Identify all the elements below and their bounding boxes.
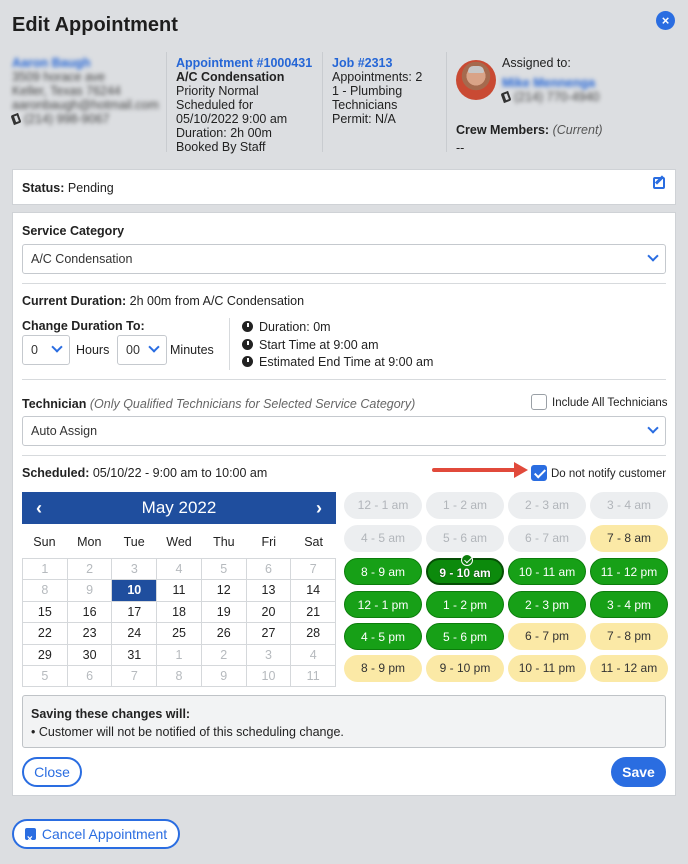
time-slot-label: 1 - 2 pm — [442, 598, 487, 612]
calendar-cancel-icon — [25, 828, 36, 840]
time-slot[interactable] — [508, 623, 586, 650]
current-duration-value: 2h 00m from A/C Condensation — [129, 294, 305, 308]
job-line3: Technicians — [332, 98, 398, 112]
hours-label: Hours — [76, 343, 110, 357]
time-slot-label: 2 - 3 pm — [524, 598, 569, 612]
time-slot[interactable] — [590, 525, 668, 552]
calendar-day[interactable]: 25 — [157, 623, 202, 644]
calendar-weekday: Thu — [213, 535, 235, 549]
chevron-down-icon — [148, 341, 159, 352]
time-slot[interactable] — [426, 655, 504, 682]
calendar-week-row — [23, 666, 336, 687]
close-button[interactable]: Close — [22, 757, 82, 787]
chevron-down-icon — [647, 422, 658, 433]
crew-value: -- — [456, 141, 465, 155]
calendar-day[interactable]: 14 — [291, 580, 336, 601]
calendar-day[interactable]: 23 — [68, 623, 113, 644]
status-label: Status: — [22, 181, 65, 195]
calendar-day: 2 — [202, 645, 247, 666]
calendar-day[interactable]: 18 — [157, 602, 202, 623]
technician-avatar — [456, 60, 496, 100]
annotation-arrow — [432, 468, 516, 472]
clock-icon — [242, 321, 253, 332]
duration-info-line: Start Time at 9:00 am — [259, 337, 379, 352]
time-slot-label: 3 - 4 pm — [606, 598, 651, 612]
scheduled-summary — [22, 466, 267, 480]
calendar-week-row — [23, 559, 336, 580]
calendar-day: 9 — [202, 666, 247, 687]
time-slot — [508, 525, 586, 552]
time-slot-label: 12 - 1 am — [357, 498, 409, 512]
service-category-value: A/C Condensation — [31, 252, 133, 266]
calendar-day: 1 — [157, 645, 202, 666]
service-category-label: Service Category — [22, 224, 125, 238]
time-slot[interactable] — [590, 591, 668, 618]
phone-icon — [11, 113, 22, 125]
calendar-weekday: Sat — [304, 535, 323, 549]
divider — [166, 52, 167, 152]
calendar-week-row — [23, 623, 336, 644]
divider — [22, 379, 666, 380]
include-all-technicians-label: Include All Technicians — [552, 397, 668, 409]
calendar-day: 8 — [23, 580, 68, 601]
status-panel — [12, 169, 676, 205]
calendar-day: 11 — [291, 666, 336, 687]
technician-label: Technician — [22, 397, 87, 411]
calendar-weekday: Wed — [166, 535, 192, 549]
minutes-select[interactable] — [117, 335, 167, 365]
time-slot-label: 11 - 12 pm — [600, 565, 658, 579]
calendar-day: 7 — [112, 666, 157, 687]
technician-select[interactable] — [22, 416, 666, 446]
hours-select[interactable] — [22, 335, 70, 365]
time-slot-label: 9 - 10 pm — [439, 661, 491, 675]
edit-icon[interactable] — [653, 177, 665, 189]
duration-info — [242, 319, 433, 372]
customer-address-line1: 3509 horace ave — [12, 70, 106, 84]
assigned-label: Assigned to: — [502, 56, 571, 70]
crew-members — [456, 123, 603, 155]
calendar-day[interactable]: 16 — [68, 602, 113, 623]
time-slot[interactable] — [590, 558, 668, 585]
time-slot[interactable] — [590, 655, 668, 682]
do-not-notify-label: Do not notify customer — [551, 468, 667, 480]
calendar-day: 1 — [23, 559, 68, 580]
divider — [446, 52, 447, 152]
divider — [22, 455, 666, 456]
time-slot — [344, 492, 422, 519]
calendar-day: 4 — [291, 645, 336, 666]
phone-icon — [501, 91, 512, 103]
calendar-weekday: Mon — [77, 535, 102, 549]
time-slot-label: 10 - 11 am — [518, 565, 576, 579]
service-category-select[interactable] — [22, 244, 666, 274]
check-circle-icon — [461, 554, 473, 566]
time-slot[interactable] — [344, 591, 422, 618]
calendar-day: 3 — [247, 645, 292, 666]
time-slot-label: 2 - 3 am — [524, 498, 569, 512]
changes-notice — [22, 695, 666, 748]
do-not-notify-checkbox[interactable] — [531, 465, 547, 481]
calendar-day[interactable]: 21 — [291, 602, 336, 623]
time-slot-label: 7 - 8 pm — [606, 629, 651, 643]
modal-title: Edit Appointment — [12, 14, 178, 36]
customer-address-line2: Keller, Texas 76244 — [12, 84, 121, 98]
calendar-day[interactable]: 20 — [247, 602, 292, 623]
calendar-day: 2 — [68, 559, 113, 580]
save-button[interactable]: Save — [611, 757, 666, 787]
job-line2: 1 - Plumbing — [332, 84, 403, 98]
clock-icon — [242, 356, 253, 367]
calendar-day: 6 — [247, 559, 292, 580]
calendar-week-row — [23, 580, 336, 601]
crew-current: (Current) — [552, 123, 603, 137]
time-slot — [590, 492, 668, 519]
calendar-weekday: Sun — [33, 535, 56, 549]
time-slot[interactable] — [344, 558, 422, 585]
calendar-day: 7 — [291, 559, 336, 580]
calendar-grid — [22, 558, 336, 687]
scheduled-value: 05/10/22 - 9:00 am to 10:00 am — [92, 466, 268, 480]
time-slot-label: 6 - 7 pm — [524, 629, 569, 643]
job-link[interactable]: Job #2313 — [332, 56, 393, 70]
appointment-scheduled-label: Scheduled for — [176, 98, 254, 112]
calendar-day: 8 — [157, 666, 202, 687]
appointment-booked-by: Booked By Staff — [176, 140, 266, 154]
time-slot-label: 11 - 12 am — [600, 661, 658, 675]
calendar-prev-button[interactable]: ‹ — [36, 498, 42, 518]
customer-phone: (214) 998-9067 — [24, 112, 110, 126]
time-slot-label: 10 - 11 pm — [518, 661, 576, 675]
time-slot[interactable] — [344, 623, 422, 650]
hours-value: 0 — [31, 343, 38, 357]
calendar-day: 4 — [157, 559, 202, 580]
calendar-weekdays — [22, 535, 336, 549]
assigned-info — [502, 76, 599, 104]
time-slot-label: 4 - 5 am — [360, 531, 405, 545]
appointment-info — [176, 56, 321, 154]
current-duration-label: Current Duration: — [22, 294, 127, 308]
calendar-weekday: Tue — [123, 535, 145, 549]
calendar-day: 10 — [247, 666, 292, 687]
chevron-down-icon — [647, 250, 658, 261]
calendar-day[interactable]: 30 — [68, 645, 113, 666]
appointment-priority: Priority Normal — [176, 84, 259, 98]
technician-hint: (Only Qualified Technicians for Selected Service Category) — [89, 397, 416, 411]
assigned-phone: (214) 770-4940 — [514, 90, 600, 104]
calendar-day[interactable]: 28 — [291, 623, 336, 644]
time-slot[interactable] — [508, 558, 586, 585]
job-appointments: Appointments: 2 — [332, 70, 423, 84]
minutes-label: Minutes — [170, 343, 214, 357]
time-slot-label: 8 - 9 am — [360, 565, 405, 579]
calendar-header — [22, 492, 336, 524]
cancel-appointment-label: Cancel Appointment — [41, 826, 168, 842]
calendar-week-row — [23, 645, 336, 666]
time-slot-label: 9 - 10 am — [439, 566, 491, 580]
duration-info-line: Duration: 0m — [259, 320, 331, 334]
close-icon[interactable]: × — [656, 11, 675, 30]
calendar-day: 6 — [68, 666, 113, 687]
current-duration — [22, 294, 304, 308]
appointment-service: A/C Condensation — [176, 70, 285, 84]
time-slot-label: 7 - 8 am — [606, 531, 651, 545]
calendar-next-button[interactable]: › — [316, 498, 322, 518]
time-slot — [426, 525, 504, 552]
include-all-technicians-checkbox[interactable] — [531, 394, 547, 410]
customer-email: aaronbaugh@hotmail.com — [12, 98, 159, 112]
calendar-day[interactable]: 31 — [112, 645, 157, 666]
calendar-day[interactable]: 17 — [112, 602, 157, 623]
scheduled-label: Scheduled: — [22, 466, 90, 480]
calendar-day: 5 — [23, 666, 68, 687]
appointment-scheduled-datetime: 05/10/2022 9:00 am — [176, 112, 288, 126]
calendar-day: 3 — [112, 559, 157, 580]
calendar-day[interactable]: 19 — [202, 602, 247, 623]
calendar-day[interactable]: 24 — [112, 623, 157, 644]
calendar-day[interactable]: 22 — [23, 623, 68, 644]
time-slot[interactable] — [508, 591, 586, 618]
calendar-weekday: Fri — [261, 535, 277, 549]
time-slot — [508, 492, 586, 519]
cancel-appointment-button[interactable] — [12, 819, 180, 849]
time-slot-label: 5 - 6 pm — [442, 630, 487, 644]
notice-title: Saving these changes will: — [31, 707, 191, 721]
minutes-value: 00 — [126, 343, 140, 357]
calendar-day[interactable]: 26 — [202, 623, 247, 644]
technician-heading — [22, 397, 415, 411]
time-slot-label: 12 - 1 pm — [357, 598, 409, 612]
time-slot-label: 3 - 4 am — [606, 498, 651, 512]
time-slot — [344, 525, 422, 552]
time-slot-label: 6 - 7 am — [524, 531, 569, 545]
calendar-day[interactable]: 15 — [23, 602, 68, 623]
divider — [322, 52, 323, 152]
time-slot-label: 4 - 5 pm — [360, 630, 405, 644]
calendar-day[interactable]: 11 — [157, 580, 202, 601]
change-duration-label: Change Duration To: — [22, 319, 145, 333]
status-value: Pending — [67, 181, 114, 195]
time-slot[interactable] — [590, 623, 668, 650]
assigned-tech-link[interactable]: Mike Mennenga — [502, 76, 596, 90]
time-slot-label: 5 - 6 am — [442, 531, 487, 545]
customer-info — [12, 56, 162, 126]
time-slot[interactable] — [426, 591, 504, 618]
calendar-day[interactable]: 27 — [247, 623, 292, 644]
appointment-link[interactable]: Appointment #1000431 — [176, 56, 313, 70]
calendar-day-selected[interactable]: 10 — [112, 580, 157, 601]
notice-item: • Customer will not be notified of this scheduling change. — [31, 725, 344, 739]
clock-icon — [242, 339, 253, 350]
time-slot[interactable] — [508, 655, 586, 682]
calendar-week-row — [23, 602, 336, 623]
calendar-day[interactable]: 12 — [202, 580, 247, 601]
time-slot-selected[interactable] — [426, 558, 504, 585]
calendar-day[interactable]: 29 — [23, 645, 68, 666]
calendar-day[interactable]: 13 — [247, 580, 292, 601]
calendar-month: May 2022 — [141, 498, 217, 517]
customer-name-link[interactable]: Aaron Baugh — [12, 56, 91, 70]
divider — [229, 318, 230, 370]
job-info — [332, 56, 442, 126]
appointment-duration: Duration: 2h 00m — [176, 126, 272, 140]
calendar-day: 9 — [68, 580, 113, 601]
crew-label: Crew Members: — [456, 123, 550, 137]
chevron-down-icon — [51, 341, 62, 352]
time-slot — [426, 492, 504, 519]
divider — [22, 283, 666, 284]
job-permit: Permit: N/A — [332, 112, 396, 126]
time-slot-label: 1 - 2 am — [442, 498, 487, 512]
time-slot-label: 8 - 9 pm — [360, 661, 405, 675]
calendar-day: 5 — [202, 559, 247, 580]
duration-info-line: Estimated End Time at 9:00 am — [259, 355, 434, 369]
time-slot[interactable] — [344, 655, 422, 682]
time-slot[interactable] — [426, 623, 504, 650]
technician-value: Auto Assign — [31, 424, 98, 438]
